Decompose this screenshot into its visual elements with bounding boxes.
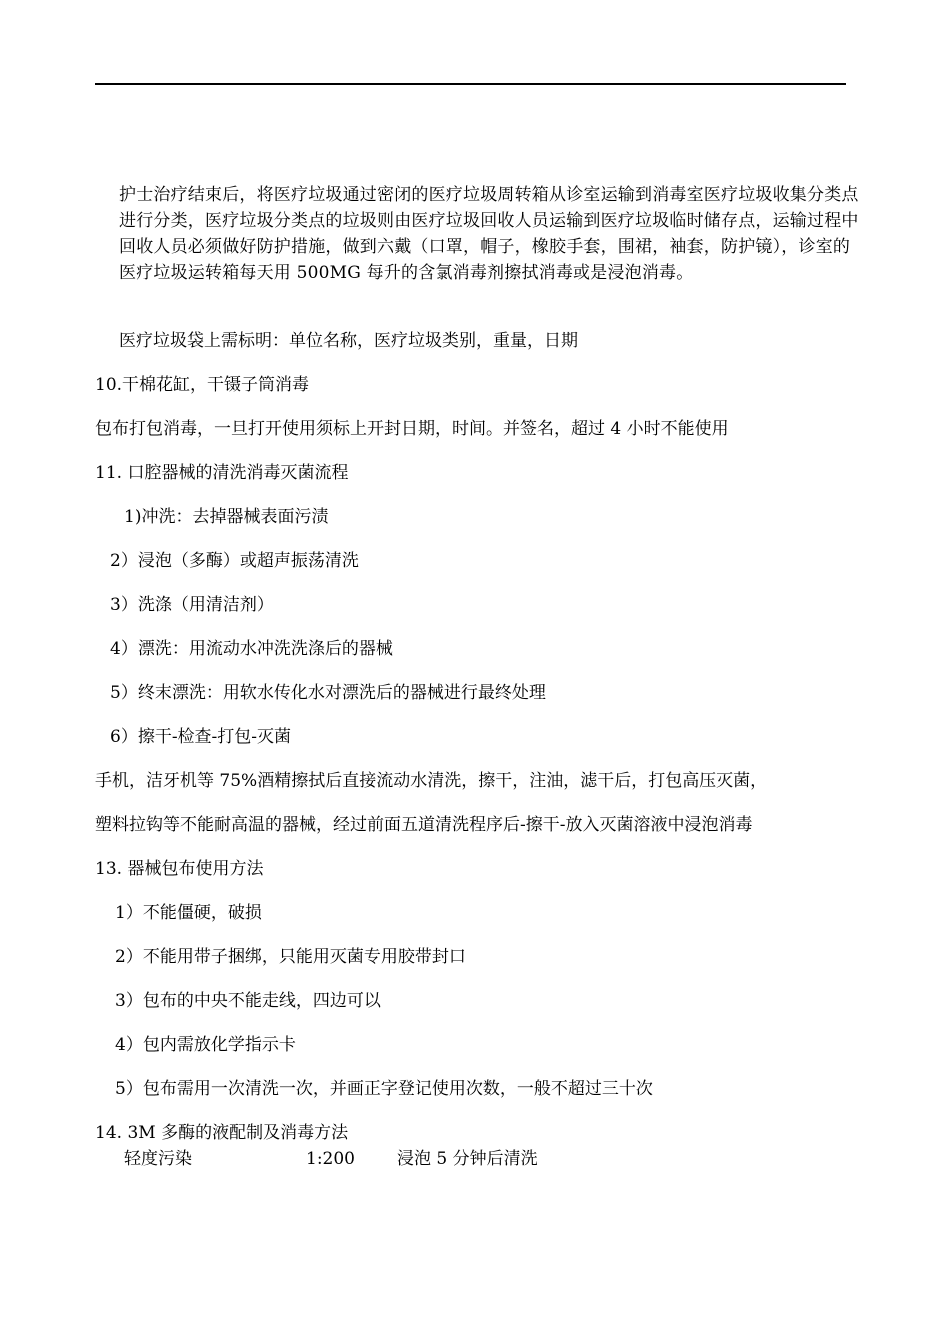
section-11-step: 1)冲洗：去掉器械表面污渍 [124, 507, 329, 527]
contamination-level: 轻度污染 [124, 1149, 192, 1169]
section-11-step: 4）漂洗：用流动水冲洗洗涤后的器械 [110, 639, 393, 659]
intro-paragraph: 护士治疗结束后，将医疗垃圾通过密闭的医疗垃圾周转箱从诊室运输到消毒室医疗垃圾收集分类点进行分类，医疗垃圾分类点的垃圾则由医疗垃圾回收人员运输到医疗垃圾临时储存点，运输过程中回收人员必须做好防护措施，做到六戴（口罩，帽子，橡胶手套，围裙，袖套，防护镜），诊室的医疗垃圾运转箱每天用 500MG 每升的含氯消毒剂擦拭消毒或是浸泡消毒。 [119, 185, 859, 283]
section-11-step: 6）擦干-检查-打包-灭菌 [110, 727, 292, 747]
section-14-heading: 14. 3M 多酶的液配制及消毒方法 [95, 1123, 349, 1143]
soak-method: 浸泡 5 分钟后清洗 [397, 1149, 538, 1169]
handpiece-note: 手机，洁牙机等 75%酒精擦拭后直接流动水清洗，擦干，注油，滤干后，打包高压灭菌， [95, 771, 768, 791]
section-13-item: 4）包内需放化学指示卡 [115, 1035, 296, 1055]
section-11-step: 3）洗涤（用清洁剂） [110, 595, 274, 615]
section-11-heading: 11. 口腔器械的清洗消毒灭菌流程 [95, 463, 349, 483]
section-13-item: 1）不能僵硬，破损 [115, 903, 262, 923]
section-13-item: 2）不能用带子捆绑，只能用灭菌专用胶带封口 [115, 947, 466, 967]
section-10-body: 包布打包消毒，一旦打开使用须标上开封日期，时间。并签名，超过 4 小时不能使用 [95, 419, 729, 439]
header-rule [95, 83, 846, 85]
section-13-heading: 13. 器械包布使用方法 [95, 859, 264, 879]
section-11-step: 2）浸泡（多酶）或超声振荡清洗 [110, 551, 359, 571]
bag-label-note: 医疗垃圾袋上需标明：单位名称，医疗垃圾类别，重量，日期 [119, 331, 578, 351]
section-11-step: 5）终末漂洗：用软水传化水对漂洗后的器械进行最终处理 [110, 683, 546, 703]
plastic-retractor-note: 塑料拉钩等不能耐高温的器械，经过前面五道清洗程序后-擦干-放入灭菌溶液中浸泡消毒 [95, 815, 753, 835]
section-13-item: 3）包布的中央不能走线，四边可以 [115, 991, 381, 1011]
section-10-heading: 10.干棉花缸，干镊子筒消毒 [95, 375, 310, 395]
dilution-ratio: 1:200 [306, 1149, 355, 1169]
section-13-item: 5）包布需用一次清洗一次，并画正字登记使用次数，一般不超过三十次 [115, 1079, 653, 1099]
